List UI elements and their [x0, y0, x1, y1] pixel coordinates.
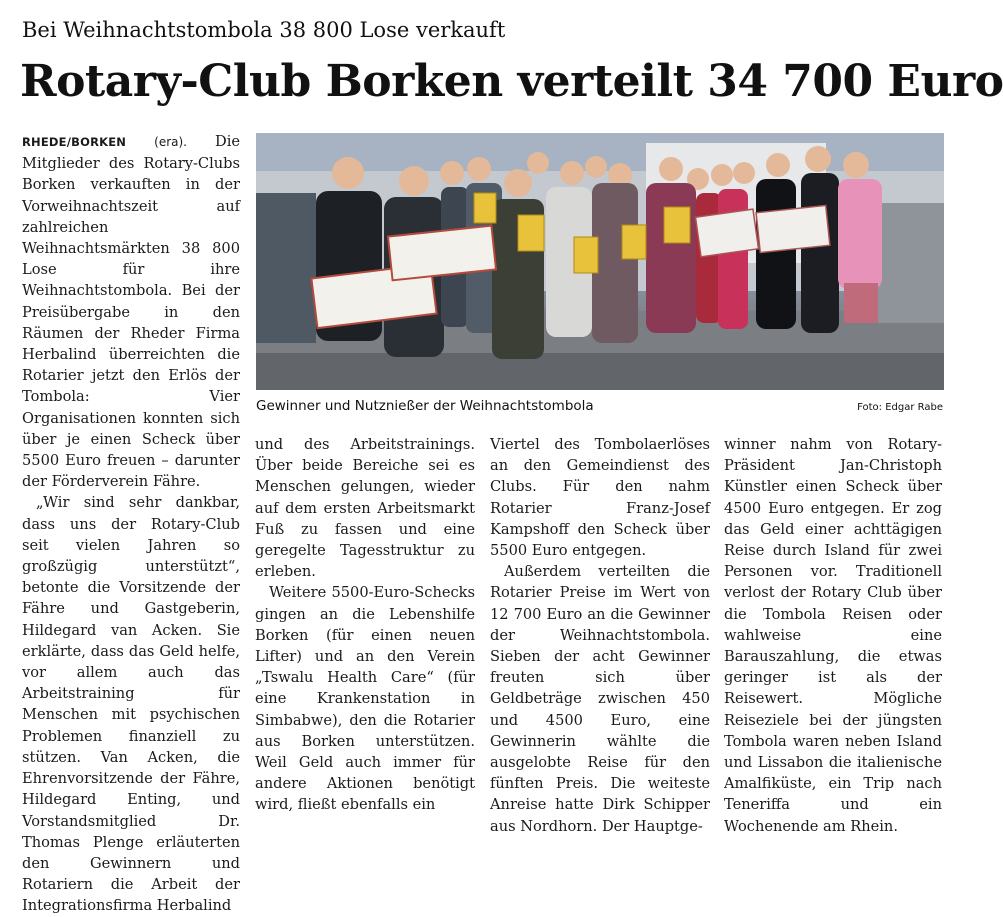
paragraph [22, 131, 240, 492]
article-column-4 [724, 434, 942, 835]
paragraph-text: Die Mitglieder des Rotary-Clubs Borken verkauften in der Vorweihnachtszeit auf zahlreichen Weihnachtsmärkten 38 800 Lose für ihre Weihnachtstombola. Bei der Preisübergabe in den Räumen der Rheder Firma Herbalind überreichten die Rotarier jetzt den Erlös der Tombola: Vier Organisationen konnten sich über je einen Scheck über 5500 Euro freuen – darunter der Förderverein Fähre. [22, 133, 241, 491]
photo-caption: Gewinner und Nutznießer der Weihnachtstombola [256, 398, 594, 414]
paragraph: Außerdem verteilten die Rotarier Preise im Wert von 12 700 Euro an die Gewinner der Weihnachtstombola. Sieben der acht Gewinner freuten sich über Geldbeträge zwischen 450 und 4500 Euro, eine Gewinnerin wählte die ausgelobte Reise für den fünften Preis. Die weiteste Anreise hatte Dirk Schipper aus Nordhorn. Der Hauptge- [490, 563, 710, 835]
paragraph: Viertel des Tombolaerlöses an den Gemeindienst des Clubs. Für den nahm Rotarier Franz-Josef Kampshoff den Scheck über 5500 Euro entgegen. [490, 436, 710, 560]
kicker: Bei Weihnachtstombola 38 800 Lose verkauft [22, 18, 506, 42]
article-column-1 [22, 131, 241, 915]
headline: Rotary-Club Borken verteilt 34 700 Euro [20, 56, 1003, 107]
press-photo [256, 133, 944, 390]
dateline: RHEDE/BORKEN [22, 135, 127, 149]
paragraph: winner nahm von Rotary-Präsident Jan-Christoph Künstler einen Scheck über 4500 Euro entgegen. Er zog das Geld einer achttägigen Reise durch Island für zwei Personen vor. Traditionell verlost der Rotary Club über die Tombola Reisen oder wahlweise eine Barauszahlung, die etwas geringer ist als der Reisewert. Mögliche Reiseziele bei der jüngsten Tombola waren neben Island und Lissabon die italienische Amalfiküste, ein Trip nach Teneriffa und ein Wochenende am Rhein. [724, 436, 942, 835]
photo-credit: Foto: Edgar Rabe [857, 402, 943, 413]
article-column-3 [490, 434, 710, 835]
author-tag: (era). [154, 135, 187, 149]
paragraph: und des Arbeitstrainings. Über beide Bereiche sei es Menschen gelungen, wieder auf dem ersten Arbeitsmarkt Fuß zu fassen und eine geregelte Tagesstruktur zu erleben. [255, 436, 475, 581]
paragraph: Weitere 5500-Euro-Schecks gingen an die Lebenshilfe Borken (für einen neuen Lifter) und an den Verein „Tswalu Health Care“ (für eine Krankenstation in Simbabwe), den die Rotarier aus Borken unterstützen. Weil Geld auch immer für andere Aktionen benötigt wird, fließt ebenfalls ein [255, 584, 475, 814]
paragraph: „Wir sind sehr dankbar, dass uns der Rotary-Club seit vielen Jahren so großzügig unterstützt“, betonte die Vorsitzende der Fähre und Gastgeberin, Hildegard van Acken. Sie erklärte, dass das Geld helfe, vor allem auch das Arbeitstraining für Menschen mit psychischen Problemen finanziell zu stützen. Van Acken, die Ehrenvorsitzende der Fähre, Hildegard Enting, und Vorstandsmitglied Dr. Thomas Plenge erläuterten den Gewinnern und Rotariern die Arbeit der Integrationsfirma Herbalind [22, 494, 240, 915]
group-photo-illustration [256, 133, 944, 390]
article-column-2 [255, 434, 475, 814]
